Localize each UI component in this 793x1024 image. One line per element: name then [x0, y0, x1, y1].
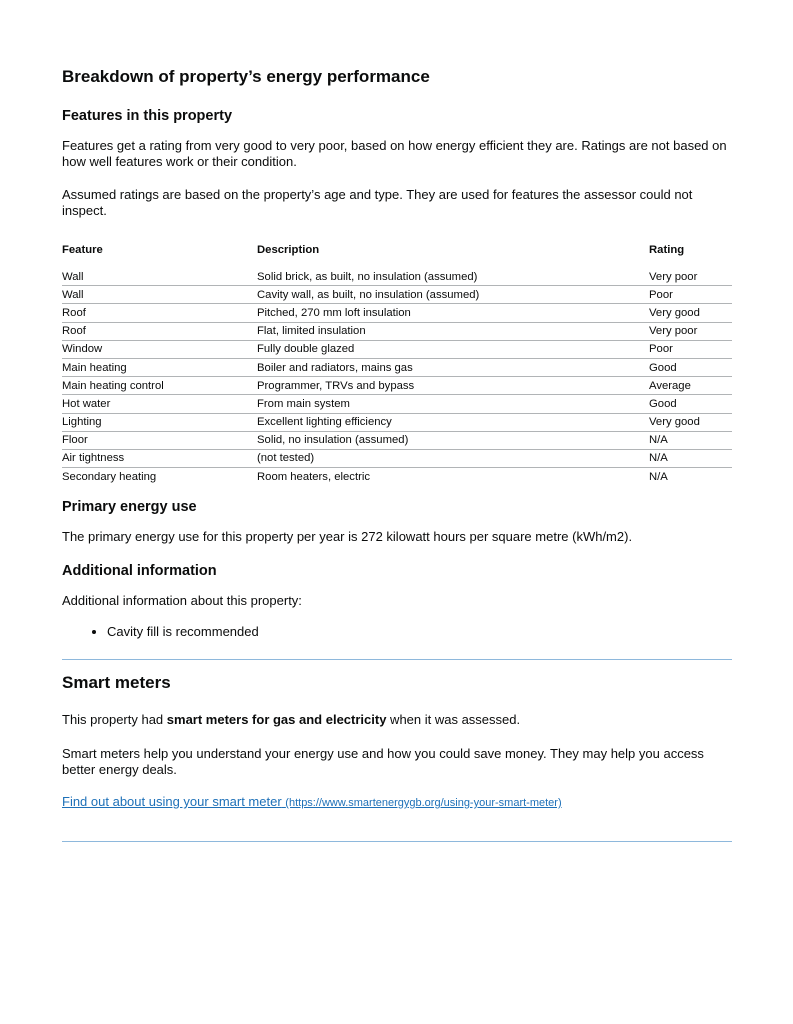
feature-cell: Roof	[62, 322, 257, 340]
header-feature: Feature	[62, 244, 103, 256]
description-cell: Solid, no insulation (assumed)	[257, 431, 649, 449]
section-divider-bottom	[62, 841, 732, 842]
header-description: Description	[257, 244, 320, 256]
features-heading: Features in this property	[62, 108, 233, 124]
feature-cell: Secondary heating	[62, 470, 157, 483]
rating-cell: Good	[649, 395, 732, 413]
smart-meters-status	[62, 712, 732, 728]
features-table-body	[62, 268, 732, 485]
primary-energy-text: The primary energy use for this property per year is 272 kilowatt hours per square metre (kWh/m2).	[62, 529, 633, 544]
smart-meter-link-url: (https://www.smartenergygb.org/using-your-smart-meter)	[285, 797, 562, 809]
feature-cell: Main heating control	[62, 377, 257, 395]
features-table	[62, 241, 732, 485]
description-cell: From main system	[257, 395, 649, 413]
rating-cell: N/A	[649, 449, 732, 467]
rating-cell: Good	[649, 358, 732, 376]
additional-info-heading: Additional information	[62, 563, 217, 579]
breakdown-title: Breakdown of property’s energy performance	[62, 67, 430, 86]
table-row	[62, 322, 732, 340]
rating-cell: Very poor	[649, 322, 732, 340]
smart-meters-title: Smart meters	[62, 673, 171, 692]
description-cell: (not tested)	[257, 449, 649, 467]
additional-info-list	[62, 624, 259, 639]
description-cell: Solid brick, as built, no insulation (assumed)	[257, 268, 649, 286]
smart-status-bold: smart meters for gas and electricity	[166, 712, 387, 727]
feature-cell: Floor	[62, 431, 257, 449]
smart-meters-help: Smart meters help you understand your energy use and how you could save money. They may help you access better energy deals.	[62, 746, 704, 777]
header-rating: Rating	[649, 244, 685, 256]
description-cell: Fully double glazed	[257, 340, 649, 358]
smart-meter-link-row	[62, 794, 732, 812]
description-cell: Room heaters, electric	[257, 470, 371, 483]
rating-cell: Very good	[649, 413, 732, 431]
table-row	[62, 395, 732, 413]
rating-cell: N/A	[649, 470, 668, 483]
rating-cell: N/A	[649, 431, 732, 449]
smart-status-post: when it was assessed.	[386, 712, 521, 727]
description-cell: Excellent lighting efficiency	[257, 413, 649, 431]
features-intro-2: Assumed ratings are based on the property’s age and type. They are used for features the assessor could not inspect.	[62, 187, 693, 218]
table-row	[62, 268, 732, 286]
description-cell: Programmer, TRVs and bypass	[257, 377, 649, 395]
feature-cell: Wall	[62, 286, 257, 304]
table-row	[62, 340, 732, 358]
feature-cell: Air tightness	[62, 449, 257, 467]
description-cell: Pitched, 270 mm loft insulation	[257, 304, 649, 322]
features-intro-1: Features get a rating from very good to very poor, based on how energy efficient they are. Ratings are not based on how well features work or their condition.	[62, 138, 727, 169]
feature-cell: Main heating	[62, 358, 257, 376]
features-table-header	[62, 241, 732, 268]
rating-cell: Very good	[649, 304, 732, 322]
rating-cell: Poor	[649, 286, 732, 304]
description-cell: Boiler and radiators, mains gas	[257, 358, 649, 376]
table-row	[62, 377, 732, 395]
rating-cell: Very poor	[649, 268, 732, 286]
table-row	[62, 431, 732, 449]
feature-cell: Wall	[62, 268, 257, 286]
smart-meter-link[interactable]	[62, 794, 562, 809]
feature-cell: Hot water	[62, 395, 257, 413]
primary-energy-heading: Primary energy use	[62, 499, 197, 515]
list-item: • Cavity fill is recommended	[107, 624, 259, 639]
table-row	[62, 468, 732, 486]
table-row	[62, 449, 732, 467]
rating-cell: Average	[649, 377, 732, 395]
section-divider	[62, 659, 732, 660]
feature-cell: Roof	[62, 304, 257, 322]
smart-meter-link-label: Find out about using your smart meter	[62, 794, 282, 809]
description-cell: Flat, limited insulation	[257, 322, 649, 340]
table-row	[62, 358, 732, 376]
feature-cell: Window	[62, 340, 257, 358]
smart-status-pre: This property had	[62, 712, 167, 727]
feature-cell: Lighting	[62, 413, 257, 431]
description-cell: Cavity wall, as built, no insulation (assumed)	[257, 286, 649, 304]
table-row	[62, 304, 732, 322]
table-row	[62, 413, 732, 431]
table-row	[62, 286, 732, 304]
additional-info-text: Additional information about this property:	[62, 593, 302, 608]
rating-cell: Poor	[649, 340, 732, 358]
